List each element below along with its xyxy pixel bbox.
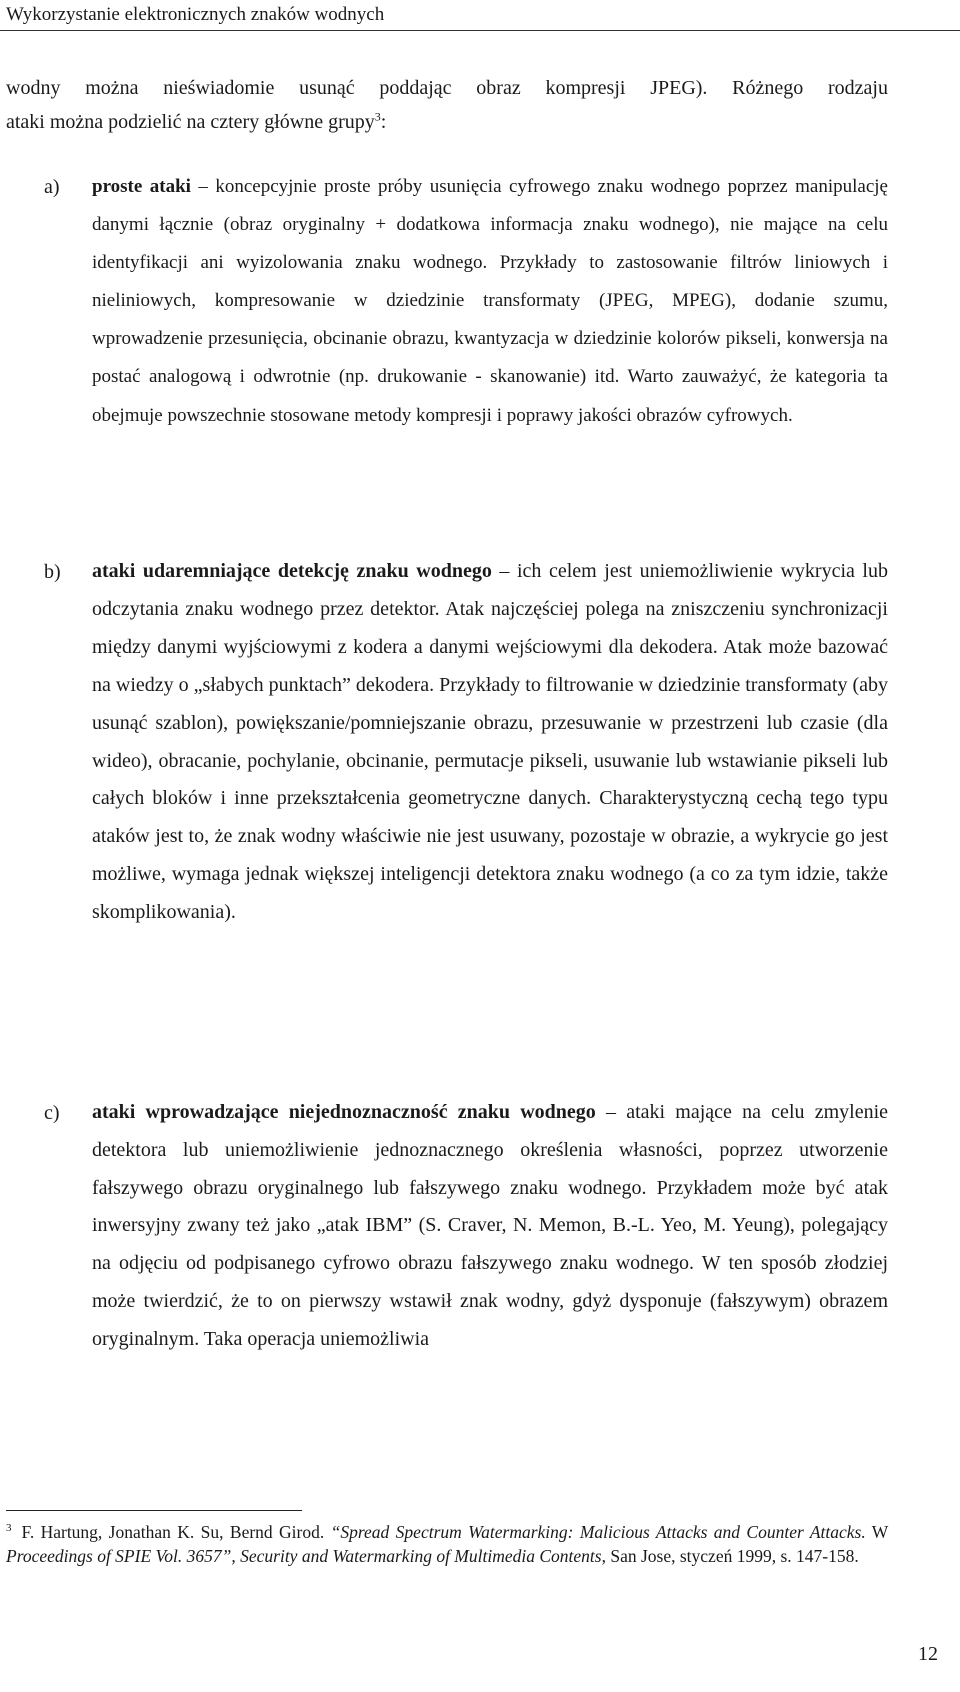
footnote-proceedings: Proceedings of SPIE Vol. 3657”, Security and Watermarking of Multimedia Contents <box>6 1546 602 1566</box>
intro-line-2-text: ataki można podzielić na cztery główne grupy <box>6 111 375 133</box>
footnote-number: 3 <box>6 1522 12 1535</box>
list-item-body <box>92 168 888 435</box>
footnote-authors: F. Hartung, Jonathan K. Su, Bernd Girod. <box>21 1522 331 1542</box>
footnote-rest: , San Jose, styczeń 1999, s. 147-158. <box>601 1546 859 1566</box>
intro-line-1: wodny można nieświadomie usunąć poddając obraz kompresji JPEG). Różnego rodzaju <box>6 77 888 99</box>
footnote-in-prefix: W <box>865 1522 888 1542</box>
running-header: Wykorzystanie elektronicznych znaków wodnych <box>6 4 385 25</box>
list-item-text: – ataki mające na celu zmylenie detektora lub uniemożliwienie jednoznacznego określenia własności, poprzez utworzenie fałszywego obrazu oryginalnego lub fałszywego znaku wodnego. Przykładem może być atak inwersyjny zwany też jako „atak IBM” (S. Craver, N. Memon, B.-L. Yeo, M. Yeung), polegający na odjęciu od podpisanego cyfrowo obrazu fałszywego znaku wodnego. W ten sposób złodziej może twierdzić, że to on pierwszy wstawił znak wodny, gdyż dysponuje (fałszywym) obrazem oryginalnym. Taka operacja uniemożliwia <box>92 1101 889 1350</box>
intro-line-2 <box>6 105 888 139</box>
list-marker: b) <box>44 561 61 583</box>
list-item-text: – koncepcyjnie proste próby usunięcia cyfrowego znaku wodnego poprzez manipulację danymi łącznie (obraz oryginalny + dodatkowa informacja znaku wodnego), nie mające na celu identyfikacji ani wyizolowania znaku wodnego. Przykłady to zastosowanie filtrów liniowych i nieliniowych, kompresowanie w dziedzinie transformaty (JPEG, MPEG), dodanie szumu, wprowadzenie przesunięcia, obcinanie obrazu, kwantyzacja w dziedzinie kolorów pikseli, konwersja na postać analogową i odwrotnie (np. drukowanie - skanowanie) itd. Warto zauważyć, że kategoria ta obejmuje powszechnie stosowane metody kompresji i poprawy jakości obrazów cyfrowych. <box>92 176 888 426</box>
page-number: 12 <box>918 1643 938 1665</box>
intro-paragraph <box>6 71 888 139</box>
list-item-body <box>92 553 888 932</box>
footnote-rule <box>6 1510 302 1511</box>
list-item-term: proste ataki <box>92 176 191 197</box>
list-marker: c) <box>44 1102 60 1124</box>
intro-line-2-end: : <box>380 111 387 133</box>
list-item-term: ataki udaremniające detekcję znaku wodnego <box>92 560 492 582</box>
footnote-title: “Spread Spectrum Watermarking: Malicious Attacks and Counter Attacks. <box>330 1522 866 1542</box>
list-marker: a) <box>44 176 60 198</box>
list-item-body <box>92 1094 888 1359</box>
list-item-text: – ich celem jest uniemożliwienie wykrycia lub odczytania znaku wodnego przez detektor. Atak najczęściej polega na zniszczeniu synchronizacji między danymi wyjściowymi z kodera a danymi wejściowymi dla dekodera. Atak może bazować na wiedzy o „słabych punktach” dekodera. Przykłady to filtrowanie w dziedzinie transformaty (aby usunąć szablon), powiększanie/pomniejszanie obrazu, przesuwanie w przestrzeni lub czasie (dla wideo), obracanie, pochylanie, obcinanie, permutacje pikseli, usuwanie lub wstawianie pikseli lub całych bloków i inne przekształcenia geometryczne danych. Charakterystyczną cechą tego typu ataków jest to, że znak wodny właściwie nie jest usuwany, pozostaje w obrazie, a wykrycie go jest możliwe, wymaga jednak większej inteligencji detektora znaku wodnego (a co za tym idzie, także skomplikowania). <box>92 560 888 924</box>
footnote <box>6 1520 888 1568</box>
footnote-reference[interactable]: 3 <box>374 109 381 124</box>
list-item-term: ataki wprowadzające niejednoznaczność znaku wodnego <box>92 1101 596 1123</box>
header-rule <box>0 30 960 31</box>
